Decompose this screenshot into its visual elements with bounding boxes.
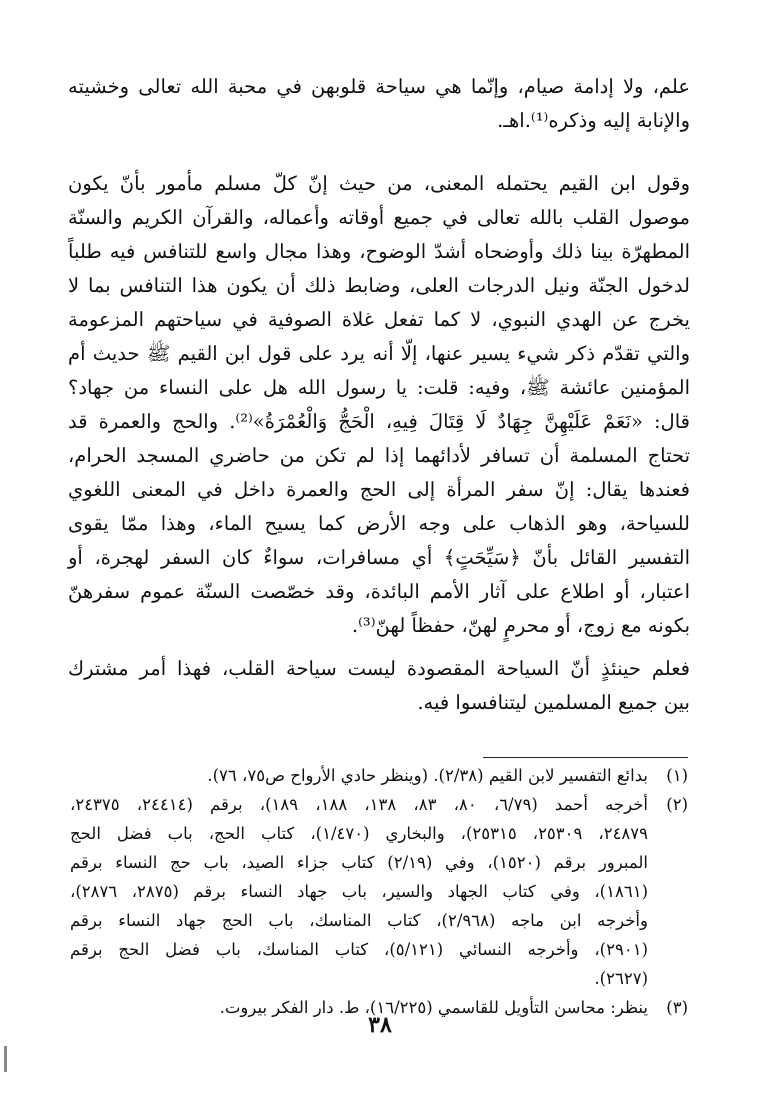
footnote-line: ينظر: محاسن التأويل للقاسمي (١٦/٢٢٥)، ط. دار الفكر بيروت. <box>219 998 648 1017</box>
text-line: بكونه مع زوج، أو محرمٍ لهنّ، حفظاً لهنّ⁽³⁾. <box>351 614 690 637</box>
text-line: لدخول الجنّة ونيل الدرجات العلى، وضابط ذلك أن يكون هذا التنافس بما لا <box>68 274 690 297</box>
text-line: التفسير القائل بأنّ ﴿سَيِّحَتٍ﴾ أي مسافرات، سواءٌ كان السفر لهجرة، أو <box>68 546 690 569</box>
paragraph-1 <box>68 70 690 138</box>
text-line: والتي تقدّم ذكر شيء يسير عنها، إلّا أنه يرد على قول ابن القيم ﷺ حديث أم <box>68 342 690 365</box>
page-number: ٣٨ <box>368 1012 392 1038</box>
footnote-number: (٢) <box>666 795 688 814</box>
text-line: يخرج عن الهدي النبوي، لا كما تفعل غلاة الصوفية في سياحتهم المزعومة <box>68 308 690 331</box>
text-line: علم، ولا إدامة صيام، وإنّما هي سياحة قلوبهن في محبة الله تعالى وخشيته <box>68 75 690 98</box>
footnote-line: أخرجه أحمد (٦/٧٩، ٨٠، ٨٣، ١٣٨، ١٨٨، ١٨٩)، برقم (٢٤٤١٤، ٢٤٣٧٥، <box>70 795 648 814</box>
footnote-line: ٢٤٨٧٩، ٢٥٣٠٩، ٢٥٣١٥)، والبخاري (١/٤٧٠)، كتاب الحج، باب فضل الحج <box>70 824 649 843</box>
footnote-number: (١) <box>666 766 688 785</box>
text-line: المؤمنين عائشة ﷺ، وفيه: قلت: يا رسول الله هل على النساء من جهاد؟ <box>68 376 690 399</box>
text-line: موصول القلب بالله تعالى في جميع أوقاته وأعماله، والقرآن الكريم والسنّة <box>68 206 690 229</box>
footnote-line: بدائع التفسير لابن القيم (٢/٣٨). (وينظر حادي الأرواح ص٧٥، ٧٦). <box>207 766 648 785</box>
text-line: قال: «نَعَمْ عَلَيْهِنَّ جِهَادٌ لَا قِتَالَ فِيهِ، الْحَجُّ وَالْعُمْرَةُ»⁽²⁾. والحج والعمرة قد <box>68 410 690 433</box>
footnote-line: وأخرجه ابن ماجه (٢/٩٦٨)، كتاب المناسك، باب الحج جهاد النساء برقم <box>70 911 648 930</box>
text-line: فعندها يقال: إنّ سفر المرأة إلى الحج والعمرة داخل في المعنى اللغوي <box>68 478 690 501</box>
paragraph-3 <box>68 652 690 720</box>
scan-edge-mark <box>4 1046 7 1072</box>
text-line: اعتبار، أو اطلاع على آثار الأمم البائدة، وقد خصّصت السنّة عموم سفرهنّ <box>68 580 690 603</box>
footnote-line: (٢٩٠١)، وأخرجه النسائي (٥/١٢١)، كتاب المناسك، باب فضل الحج برقم <box>70 940 648 959</box>
text-line: وقول ابن القيم يحتمله المعنى، من حيث إنّ كلّ مسلم مأمور بأنّ يكون <box>68 172 690 195</box>
footnote-divider <box>483 757 688 758</box>
text-line: فعلم حينئذٍ أنّ السياحة المقصودة ليست سياحة القلب، فهذا أمر مشترك <box>68 657 690 680</box>
footnote-line: المبرور برقم (١٥٢٠)، وفي (٢/١٩) كتاب جزاء الصيد، باب حج النساء برقم <box>70 853 648 872</box>
footnote-2 <box>70 790 688 993</box>
footnote-line: (٢٦٢٧). <box>594 969 648 988</box>
footnote-number: (٣) <box>666 998 688 1017</box>
text-line: للسياحة، وهو الذهاب على وجه الأرض كما يسيح الماء، وهذا ممّا يقوى <box>68 512 690 535</box>
text-line: تحتاج المسلمة أن تسافر لأدائهما إذا لم تكن من حاضري المسجد الحرام، <box>68 444 690 467</box>
footnote-1 <box>70 761 688 790</box>
paragraph-2 <box>68 167 690 643</box>
text-line: والإنابة إليه وذكره⁽¹⁾.اهـ. <box>497 109 690 132</box>
text-line: بين جميع المسلمين ليتنافسوا فيه. <box>417 691 690 714</box>
text-line: المطهرّة بينا ذلك وأوضحاه أشدّ الوضوح، وهذا مجال واسع للتنافس فيه طلباً <box>68 240 690 263</box>
footnote-line: (١٨٦١)، وفي كتاب الجهاد والسير، باب جهاد النساء برقم (٢٨٧٥، ٢٨٧٦)، <box>70 882 648 901</box>
footnotes <box>70 761 688 1022</box>
